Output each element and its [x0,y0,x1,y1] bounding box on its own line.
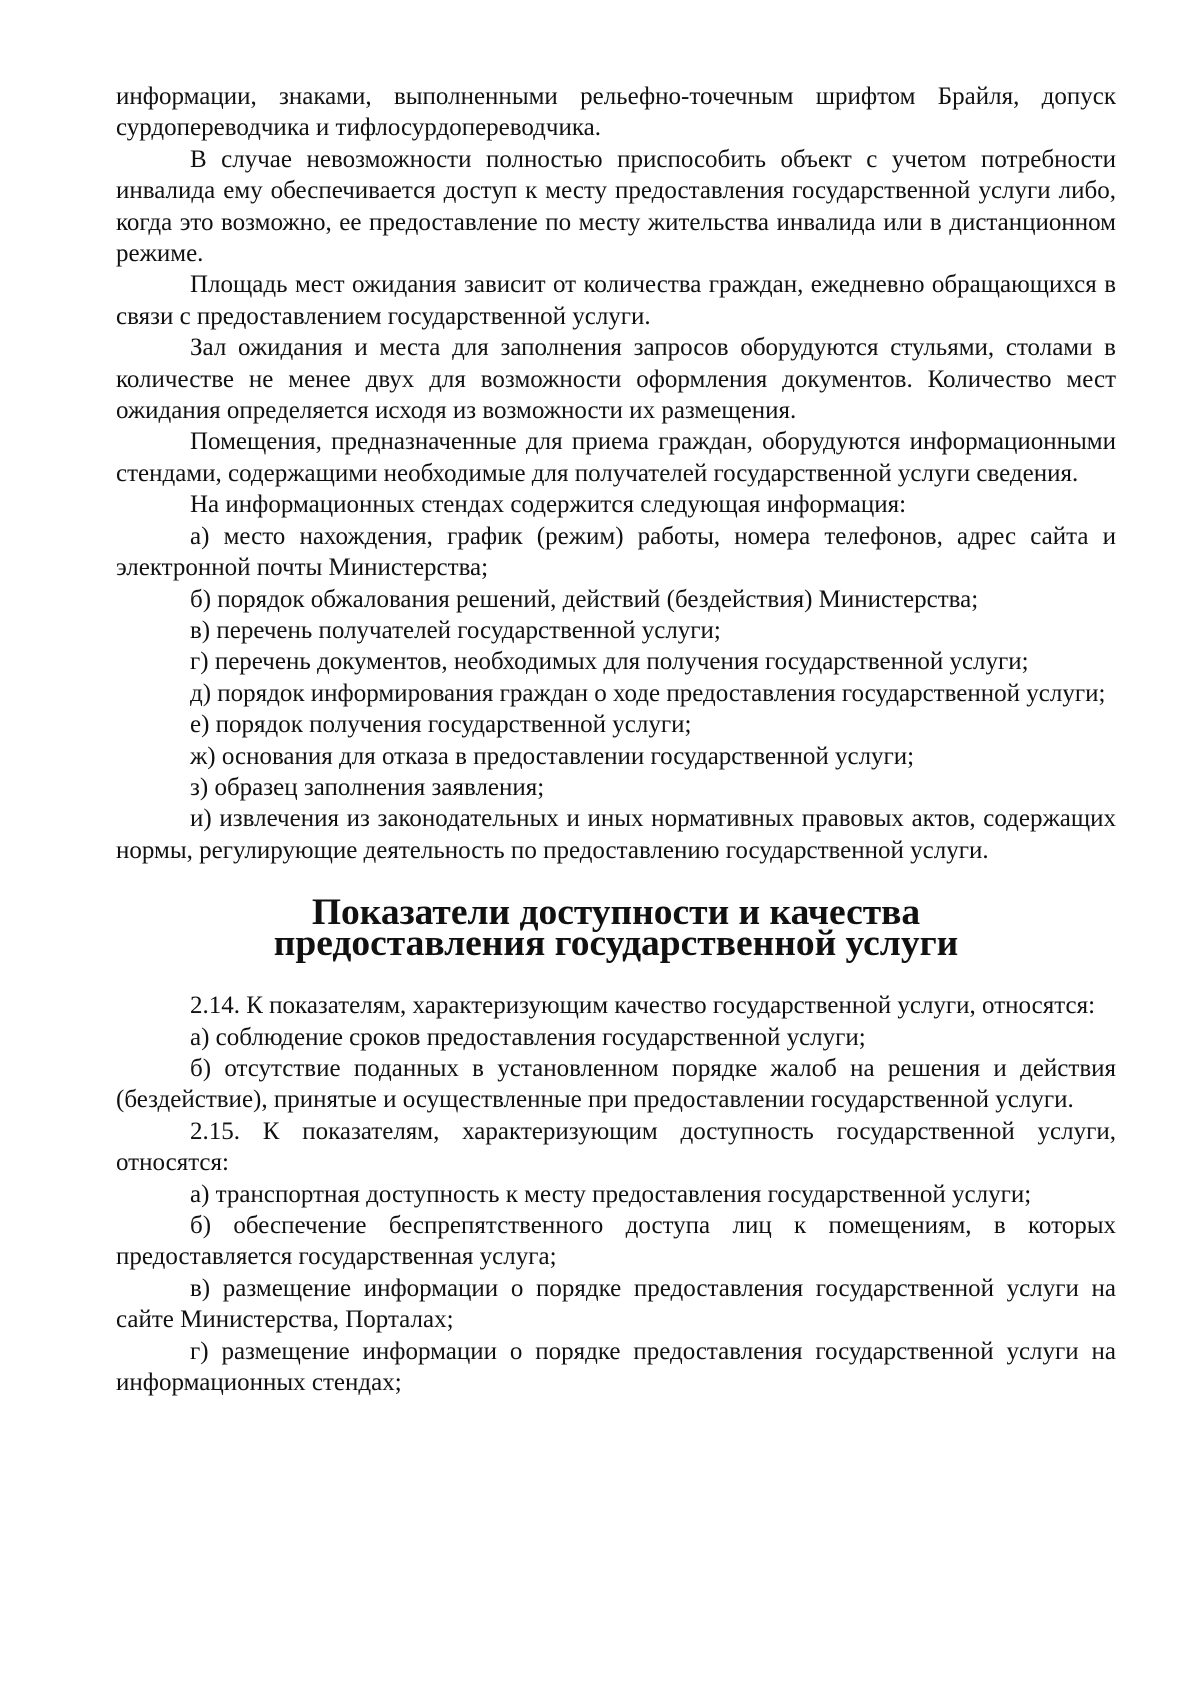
list-item: б) отсутствие поданных в установленном порядке жалоб на решения и действия (бездействие), принятые и осуществленные при предоставлении государственной услуги. [116,1054,1116,1114]
paragraph: Зал ожидания и места для заполнения запросов оборудуются стульями, столами в количестве не менее двух для возможности оформления документов. Количество мест ожидания определяется исходя из возможности их размещения. [116,334,1116,425]
paragraph: информации, знаками, выполненными рельефно-точечным шрифтом Брайля, допуск сурдопереводчика и тифлосурдопереводчика. [116,83,1116,142]
list-item: б) обеспечение беспрепятственного доступа лиц к помещениям, в которых предоставляется государственная услуга; [116,1212,1116,1271]
list-item: г) перечень документов, необходимых для получения государственной услуги; [190,648,1029,676]
paragraph: 2.15. К показателям, характеризующим доступность государственной услуги, относятся: [116,1117,1116,1177]
list-item: г) размещение информации о порядке предоставления государственной услуги на информационных стендах; [116,1337,1116,1397]
list-item: е) порядок получения государственной услуги; [190,711,692,739]
paragraph: В случае невозможности полностью приспособить объект с учетом потребности инвалида ему обеспечивается доступ к месту предоставления государственной услуги либо, когда это возможно, ее предоставление по месту жительства инвалида или в дистанционном режиме. [116,145,1116,268]
paragraph: Помещения, предназначенные для приема граждан, оборудуются информационными стендами, содержащими необходимые для получателей государственной услуги сведения. [116,428,1116,487]
list-item: а) транспортная доступность к месту предоставления государственной услуги; [190,1180,1032,1208]
list-item: а) соблюдение сроков предоставления государственной услуги; [190,1023,866,1051]
list-item: з) образец заполнения заявления; [190,773,545,801]
list-item: б) порядок обжалования решений, действий (бездействия) Министерства; [190,585,979,613]
paragraphs-bottom [116,990,1116,1398]
paragraph: Площадь мест ожидания зависит от количества граждан, ежедневно обращающихся в связи с предоставлением государственной услуги. [116,271,1116,330]
list-item: д) порядок информирования граждан о ходе предоставления государственной услуги; [190,679,1106,707]
paragraph: На информационных стендах содержится следующая информация: [190,491,907,519]
list-item: и) извлечения из законодательных и иных нормативных правовых актов, содержащих нормы, регулирующие деятельность по предоставлению государственной услуги. [116,805,1116,864]
section-heading: Показатели доступности и качества предоставления государственной услуги [273,892,959,965]
list-item: в) перечень получателей государственной услуги; [190,616,721,644]
list-item: ж) основания для отказа в предоставлении государственной услуги; [190,742,915,770]
list-item: в) размещение информации о порядке предоставления государственной услуги на сайте Министерства, Порталах; [116,1274,1116,1334]
document-page [116,81,1116,1398]
list-item: а) место нахождения, график (режим) работы, номера телефонов, адрес сайта и электронной почты Министерства; [116,522,1116,582]
paragraphs-top [116,81,1116,866]
paragraph: 2.14. К показателям, характеризующим качество государственной услуги, относятся: [190,992,1096,1020]
